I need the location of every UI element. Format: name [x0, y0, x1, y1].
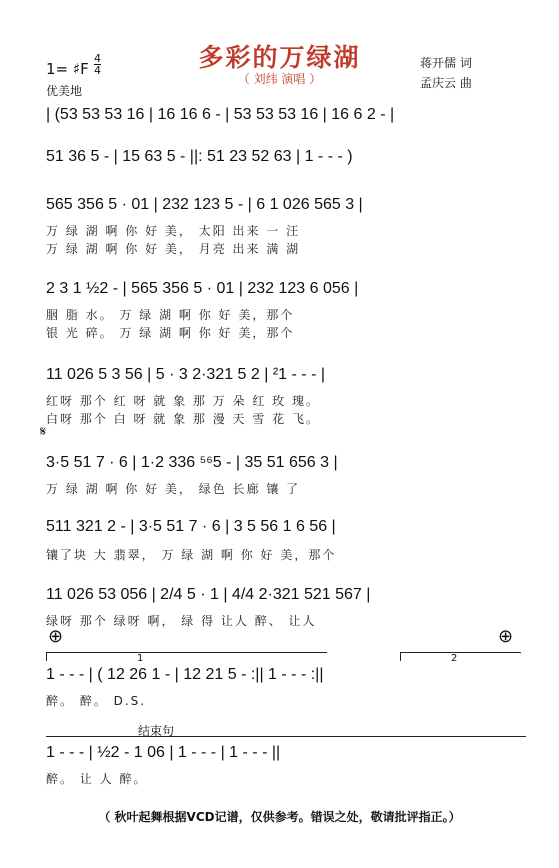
lyric-line: 醉。 让 人 醉。 [46, 772, 148, 786]
lyric-line: 镶了块 大 翡翠， 万 绿 湖 啊 你 好 美，那个 [46, 548, 337, 562]
volta-bracket-2 [400, 652, 521, 664]
notation-row-10 [46, 744, 526, 762]
coda-sign-left: ⊕ [48, 626, 64, 647]
segno-sign: 𝄋 [40, 424, 47, 440]
notation-line: 11 026 5 3 56 | 5 · 3 2·321 5 2 | ²1 - - - | [46, 366, 325, 383]
notation-row-3 [46, 196, 526, 214]
singer-credit: （ 刘纬 演唱 ） [237, 72, 322, 86]
composer-credit: 孟庆云 曲 [420, 76, 472, 90]
notation-line: 51 36 5 - | 15 63 5 - ||: 51 23 52 63 | 1 - - - ) [46, 148, 353, 165]
tempo-marking: 优美地 [46, 84, 83, 98]
notation-row-2 [46, 148, 526, 166]
lyric-line: 胭 脂 水。 万 绿 湖 啊 你 好 美，那个 [46, 308, 295, 322]
lyrics-row-3b [46, 240, 526, 257]
lyrics-row-8a [46, 612, 526, 629]
key-signature: 1= ♯F [46, 60, 89, 78]
lyrics-row-10a [46, 770, 526, 787]
coda-ending-label: 结束句 [138, 724, 175, 738]
coda-sign-right: ⊕ [498, 626, 514, 647]
song-title: 多彩的万绿湖 [198, 43, 361, 72]
notation-row-4 [46, 280, 526, 298]
lyrics-row-4a [46, 306, 526, 323]
notation-row-6 [46, 454, 526, 472]
notation-line: 511 321 2 - | 3·5 51 7 · 6 | 3 5 56 1 6 56 | [46, 518, 336, 535]
lyrics-row-5a [46, 392, 526, 409]
volta-bracket-1 [46, 652, 327, 664]
notation-line: 2 3 1 ½2 - | 565 356 5 · 01 | 232 123 6 056 | [46, 280, 359, 297]
lyricist-credit: 蒋开儒 词 [420, 56, 472, 70]
notation-row-9 [46, 666, 526, 684]
footer-note: （ 秋叶起舞根据VCD记谱，仅供参考。错误之处，敬请批评指正。） [98, 810, 461, 824]
lyrics-row-9a [46, 692, 526, 709]
lyrics-row-7a [46, 546, 526, 563]
time-signature [94, 53, 101, 76]
lyric-line: 醉。 醉。 D.S. [46, 694, 147, 708]
meter-top: 4 [94, 52, 101, 65]
lyrics-row-4b [46, 324, 526, 341]
notation-line: 565 356 5 · 01 | 232 123 5 - | 6 1 026 565 3 | [46, 196, 363, 213]
lyric-line: 万 绿 湖 啊 你 好 美， 月亮 出来 满 湖 [46, 242, 301, 256]
lyrics-row-5b [46, 410, 526, 427]
lyric-line: 绿呀 那个 绿呀 啊， 绿 得 让人 醉、 让人 [46, 614, 317, 628]
volta-2-label: 2 [451, 653, 458, 664]
notation-line: 3·5 51 7 · 6 | 1·2 336 ⁵⁶5 - | 35 51 656 3 | [46, 454, 338, 471]
notation-line: 1 - - - | ( 12 26 1 - | 12 21 5 - :|| 1 - - - :|| [46, 666, 324, 683]
lyric-line: 万 绿 湖 啊 你 好 美， 太阳 出来 一 汪 [46, 224, 301, 238]
notation-line: | (53 53 53 16 | 16 16 6 - | 53 53 53 16 | 16 6 2 - | [46, 106, 395, 123]
notation-line: 11 026 53 056 | 2/4 5 · 1 | 4/4 2·321 521 567 | [46, 586, 371, 603]
lyric-line: 白呀 那个 白 呀 就 象 那 漫 天 雪 花 飞。 [46, 412, 320, 426]
notation-row-7 [46, 518, 526, 536]
lyric-line: 银 光 碎。 万 绿 湖 啊 你 好 美，那个 [46, 326, 295, 340]
notation-row-8 [46, 586, 526, 604]
notation-row-5 [46, 366, 526, 384]
volta-1-label: 1 [137, 653, 144, 664]
lyrics-row-3a [46, 222, 526, 239]
notation-line: 1 - - - | ½2 - 1 06 | 1 - - - | 1 - - - || [46, 744, 281, 761]
notation-row-1 [46, 106, 526, 124]
lyric-line: 万 绿 湖 啊 你 好 美， 绿色 长廊 镶 了 [46, 482, 301, 496]
meter-bottom: 4 [94, 64, 101, 77]
lyrics-row-6a [46, 480, 526, 497]
coda-bracket [46, 736, 526, 737]
lyric-line: 红呀 那个 红 呀 就 象 那 万 朵 红 玫 瑰。 [46, 394, 320, 408]
